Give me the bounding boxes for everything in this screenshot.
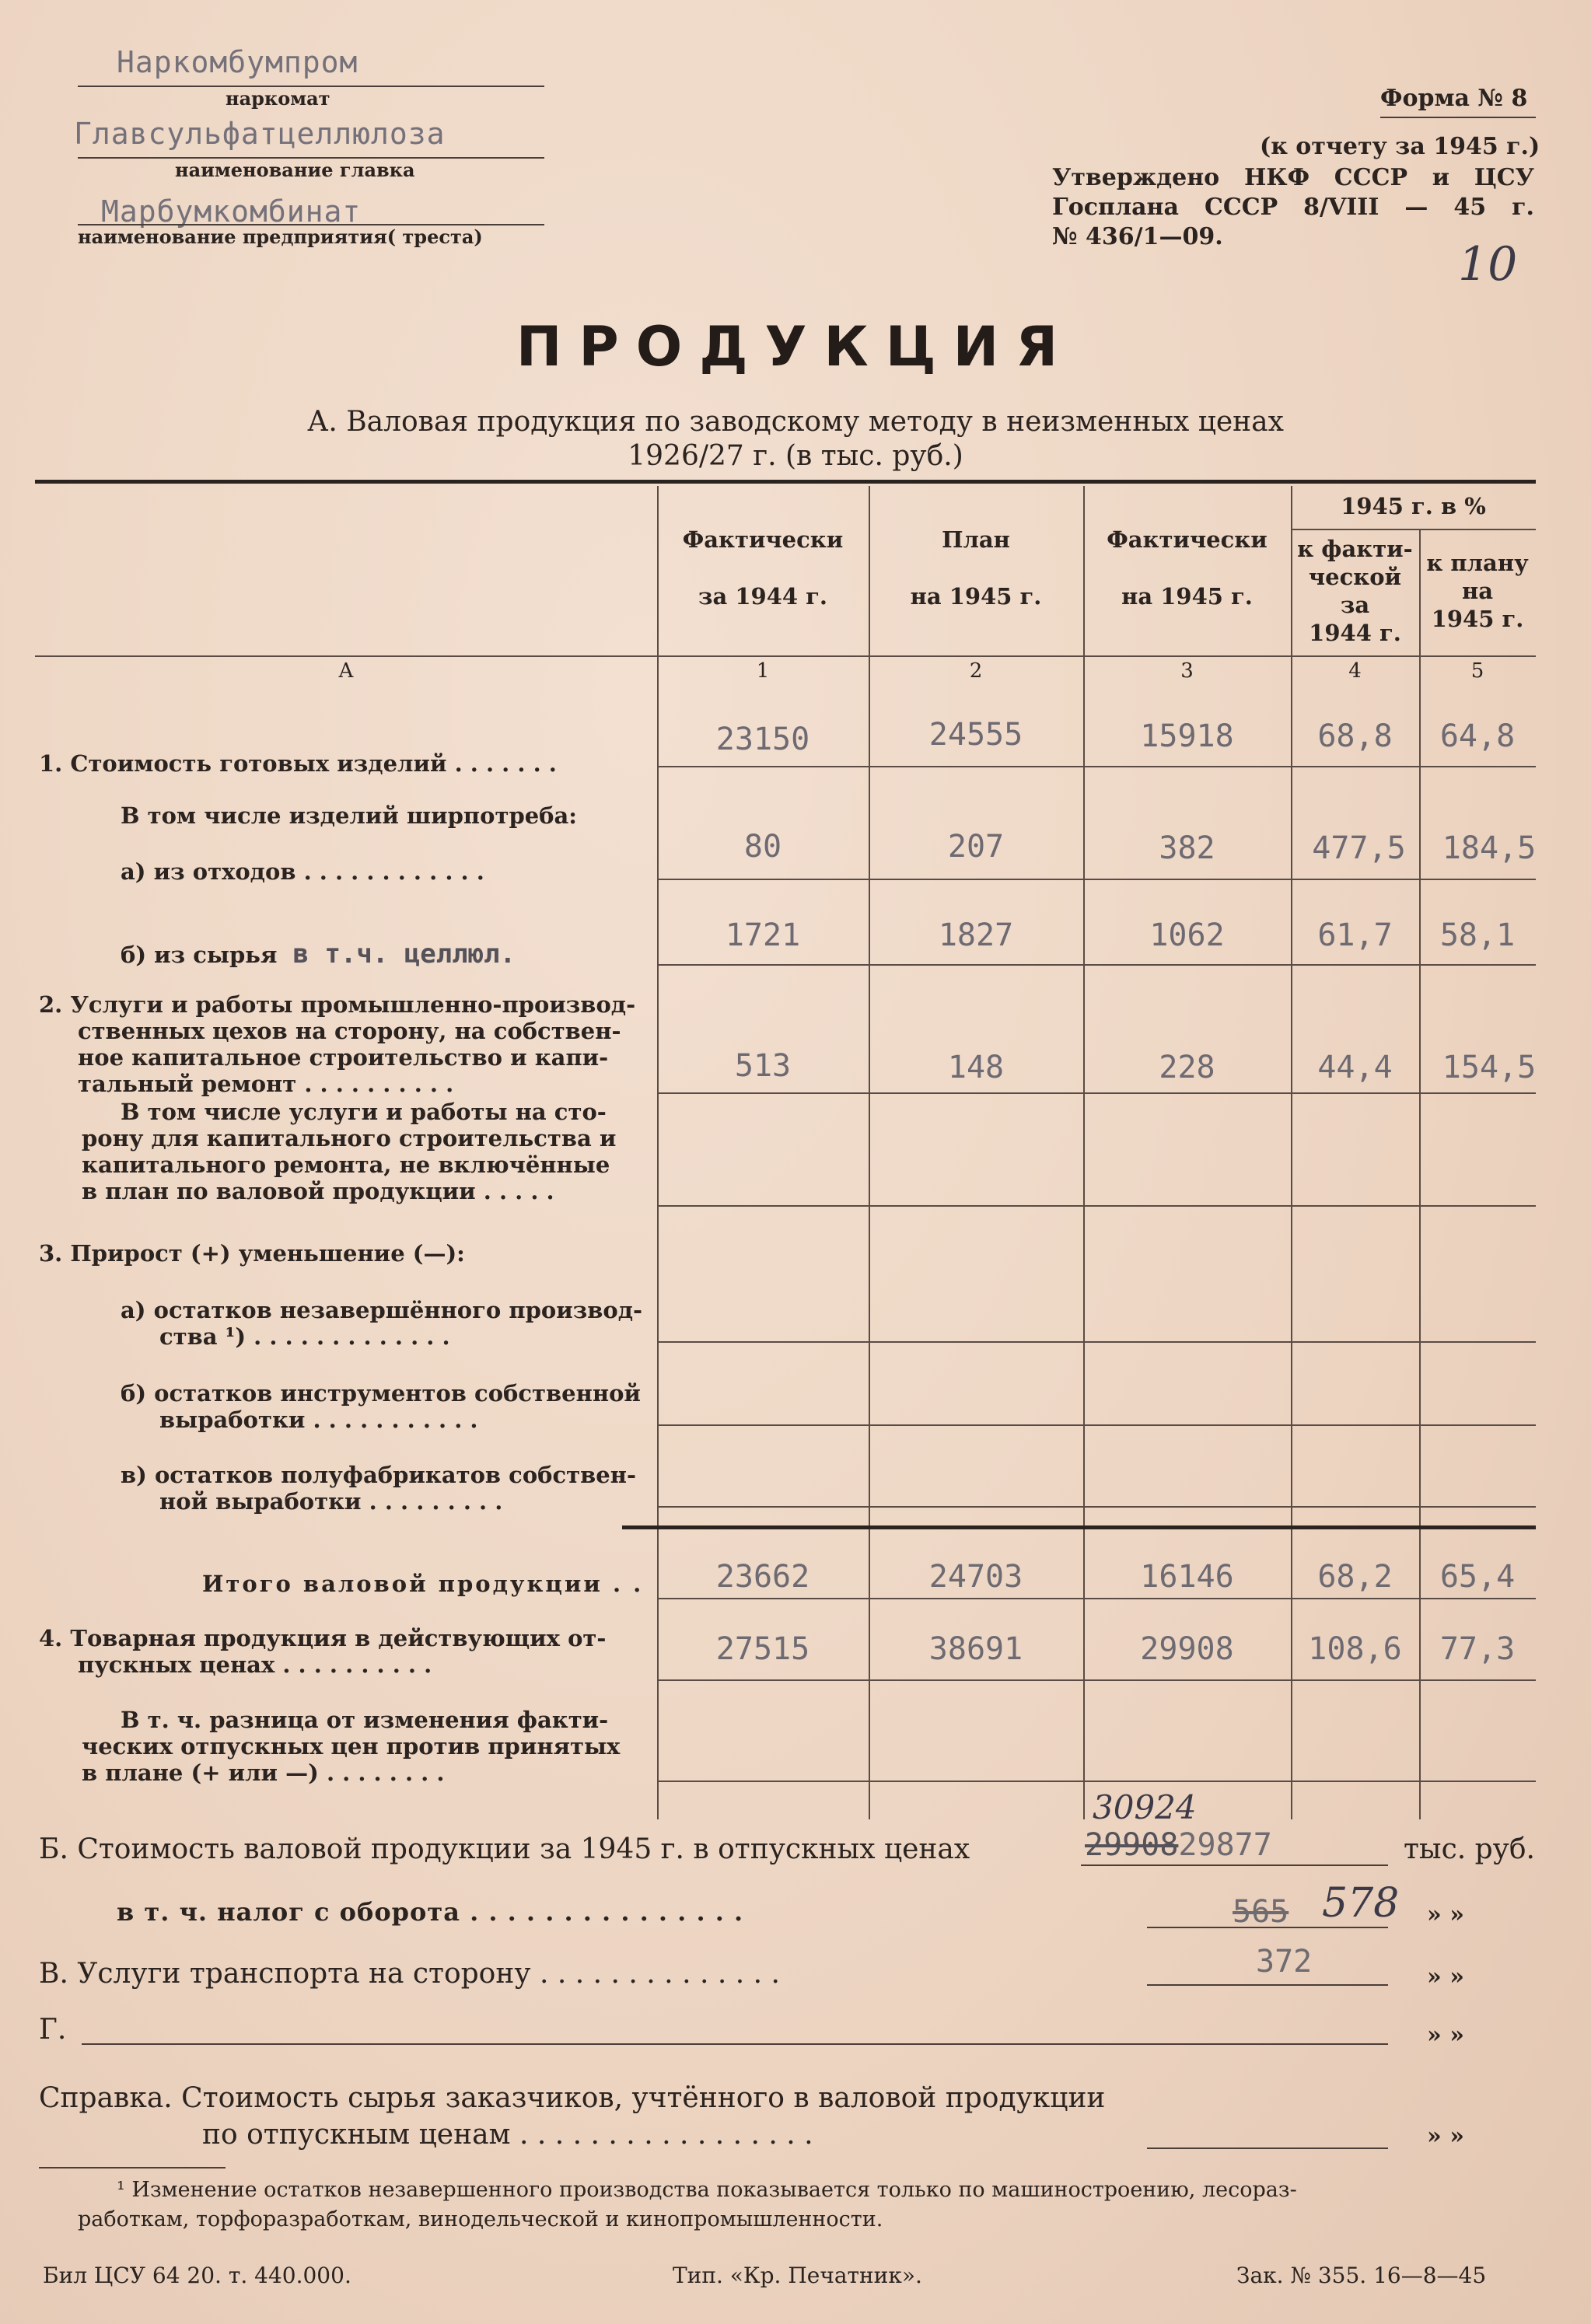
col-number-4: 4 xyxy=(1348,659,1362,683)
col-number-a: А xyxy=(338,659,354,683)
col-header-3-top: Фактически xyxy=(1107,526,1268,553)
imprint-right: Зак. № 355. 16—8—45 xyxy=(1236,2263,1487,2288)
row-3-label: 3. Прирост (+) уменьшение (—): xyxy=(39,1240,465,1267)
row-total-col-1: 23662 xyxy=(715,1559,810,1595)
approved-line-2: Госплана СССР 8/VIII — 45 г. xyxy=(1052,194,1534,221)
row-3b-label: б) остатков инструментов собственной выработки . . . . . . . . . . . xyxy=(121,1380,641,1433)
subtitle-line-2: 1926/27 г. (в тыс. руб.) xyxy=(628,440,963,472)
row-total-col-5: 65,4 xyxy=(1439,1559,1516,1595)
col-header-1-bottom: за 1944 г. xyxy=(698,583,828,610)
footnote-line-2: работкам, торфоразработкам, винодельческой и кинопромышленности. xyxy=(78,2207,883,2231)
row-4-col-5: 77,3 xyxy=(1439,1631,1516,1667)
turnover-tax-handwritten-value: 578 xyxy=(1322,1880,1400,1927)
section-b-unit: тыс. руб. xyxy=(1404,1833,1535,1865)
turnover-tax-struck-value: 565 xyxy=(1233,1894,1289,1930)
directorate-value: Главсульфатцеллюлоза xyxy=(74,117,446,151)
col-number-3: 3 xyxy=(1180,659,1194,683)
document-title: ПРОДУКЦИЯ xyxy=(516,315,1075,379)
section-b-typed-value: 29877 xyxy=(1178,1827,1272,1863)
row-2-label: 2. Услуги и работы промышленно-производ- ственных цехов на сторону, на собствен- ное капитальное строительство и капи- тальный ремонт . . . . . . . . . . xyxy=(39,991,636,1097)
approved-line-1: Утверждено НКФ СССР и ЦСУ xyxy=(1052,164,1534,191)
row-2-col-3: 228 xyxy=(1159,1050,1215,1085)
section-v-value: 372 xyxy=(1256,1944,1313,1980)
row-4-label: 4. Товарная продукция в действующих от- пускных ценах . . . . . . . . . . xyxy=(39,1625,607,1678)
row-1b-col-1: 1721 xyxy=(725,917,801,953)
section-b-handwritten-value: 30924 xyxy=(1093,1788,1197,1826)
col-number-2: 2 xyxy=(969,659,983,683)
row-1b-col-5: 58,1 xyxy=(1439,917,1516,953)
reference-line-2: по отпускным ценам . . . . . . . . . . . . . . . . . xyxy=(202,2119,813,2151)
row-3a-label: а) остатков незавершённого производ- ства ¹) . . . . . . . . . . . . . xyxy=(121,1297,643,1350)
row-1b-col-4: 61,7 xyxy=(1317,917,1393,953)
row-1b-col-3: 1062 xyxy=(1149,917,1225,953)
footnote-line-1: ¹ Изменение остатков незавершенного производства показывается только по машиностроению, лесораз- xyxy=(117,2178,1297,2202)
enterprise-value: Марбумкомбинат xyxy=(101,194,362,229)
row-2-sub-label: В том числе услуги и работы на сто- рону для капитального строительства и капитального ремонта, не включённые в план по валовой продукции . . . . . xyxy=(82,1099,617,1204)
row-1-col-2: 24555 xyxy=(928,717,1023,753)
row-4-col-1: 27515 xyxy=(715,1631,810,1667)
reference-ditto: » » xyxy=(1427,2123,1464,2150)
section-b-value xyxy=(1085,1827,1272,1863)
row-1a-col-2: 207 xyxy=(947,829,1005,865)
col-header-2-top: План xyxy=(942,526,1010,553)
row-2-col-2: 148 xyxy=(947,1050,1005,1085)
row-1a-col-5: 184,5 xyxy=(1442,830,1537,866)
row-2-col-4: 44,4 xyxy=(1317,1050,1393,1085)
col-number-5: 5 xyxy=(1470,659,1484,683)
row-1-col-3: 15918 xyxy=(1140,718,1234,754)
turnover-tax-label: в т. ч. налог с оборота . . . . . . . . . . . . . . . xyxy=(117,1897,744,1927)
row-total-col-4: 68,2 xyxy=(1317,1559,1393,1595)
section-v-label: В. Услуги транспорта на сторону . . . . . . . . . . . . . . xyxy=(39,1958,780,1990)
col-header-3-bottom: на 1945 г. xyxy=(1121,583,1253,610)
col-header-5: к плану на 1945 г. xyxy=(1426,550,1529,632)
approved-line-3: № 436/1—09. xyxy=(1052,223,1223,250)
section-b-label: Б. Стоимость валовой продукции за 1945 г. в отпускных ценах xyxy=(39,1833,970,1865)
col-header-2-bottom: на 1945 г. xyxy=(910,583,1042,610)
section-g-ditto: » » xyxy=(1427,2022,1464,2049)
imprint-left: Бил ЦСУ 64 20. т. 440.000. xyxy=(43,2263,351,2288)
row-2-col-5: 154,5 xyxy=(1442,1050,1537,1085)
handwritten-page-number: 10 xyxy=(1458,237,1518,292)
imprint-center: Тип. «Кр. Печатник». xyxy=(673,2263,922,2288)
row-total-col-3: 16146 xyxy=(1140,1559,1234,1595)
section-b-struck-value: 29908 xyxy=(1085,1827,1179,1863)
subtitle-line-1: А. Валовая продукция по заводскому методу в неизменных ценах xyxy=(307,406,1284,438)
ministry-caption: наркомат xyxy=(226,87,330,110)
row-1a-col-3: 382 xyxy=(1159,830,1215,866)
row-4-sub-label: В т. ч. разница от изменения факти- ческих отпускных цен против принятых в плане (+ или —) . . . . . . . . xyxy=(82,1707,621,1786)
row-1a-col-4: 477,5 xyxy=(1312,830,1406,866)
directorate-caption: наименование главка xyxy=(175,159,415,181)
col-number-1: 1 xyxy=(756,659,770,683)
form-label: Форма № 8 xyxy=(1380,85,1528,112)
row-4-col-3: 29908 xyxy=(1140,1631,1234,1667)
row-1-col-1: 23150 xyxy=(715,722,810,757)
col-header-4: к факти- ческой за 1944 г. xyxy=(1297,536,1413,646)
row-1-col-4: 68,8 xyxy=(1317,718,1393,754)
ministry-value: Наркомбумпром xyxy=(117,45,358,79)
enterprise-caption: наименование предприятия( треста) xyxy=(78,225,483,248)
reference-line-1: Справка. Стоимость сырья заказчиков, учтённого в валовой продукции xyxy=(39,2082,1106,2114)
row-1b-label: б) из сырья в т.ч. целлюл. xyxy=(121,938,516,970)
col-group-header: 1945 г. в % xyxy=(1341,493,1486,519)
row-4-col-4: 108,6 xyxy=(1308,1631,1402,1667)
section-g-label: Г. xyxy=(39,2014,67,2046)
row-1a-label: а) из отходов . . . . . . . . . . . . xyxy=(121,858,484,885)
section-v-ditto: » » xyxy=(1427,1963,1464,1990)
row-2-col-1: 513 xyxy=(734,1048,792,1084)
col-header-1-top: Фактически xyxy=(682,526,844,553)
row-4-col-2: 38691 xyxy=(928,1631,1023,1667)
row-consumer-goods-label: В том числе изделий ширпотреба: xyxy=(121,802,578,829)
turnover-tax-ditto: » » xyxy=(1427,1901,1464,1928)
row-1-label: 1. Стоимость готовых изделий . . . . . . . xyxy=(39,750,557,777)
row-total-col-2: 24703 xyxy=(928,1559,1023,1595)
row-1-col-5: 64,8 xyxy=(1439,718,1516,754)
report-note: (к отчету за 1945 г.) xyxy=(1260,133,1540,160)
row-total-label: Итого валовой продукции . . xyxy=(202,1571,644,1597)
row-1b-col-2: 1827 xyxy=(938,917,1014,953)
row-1a-col-1: 80 xyxy=(743,829,782,865)
row-3c-label: в) остатков полуфабрикатов собствен- ной выработки . . . . . . . . . xyxy=(121,1462,637,1515)
